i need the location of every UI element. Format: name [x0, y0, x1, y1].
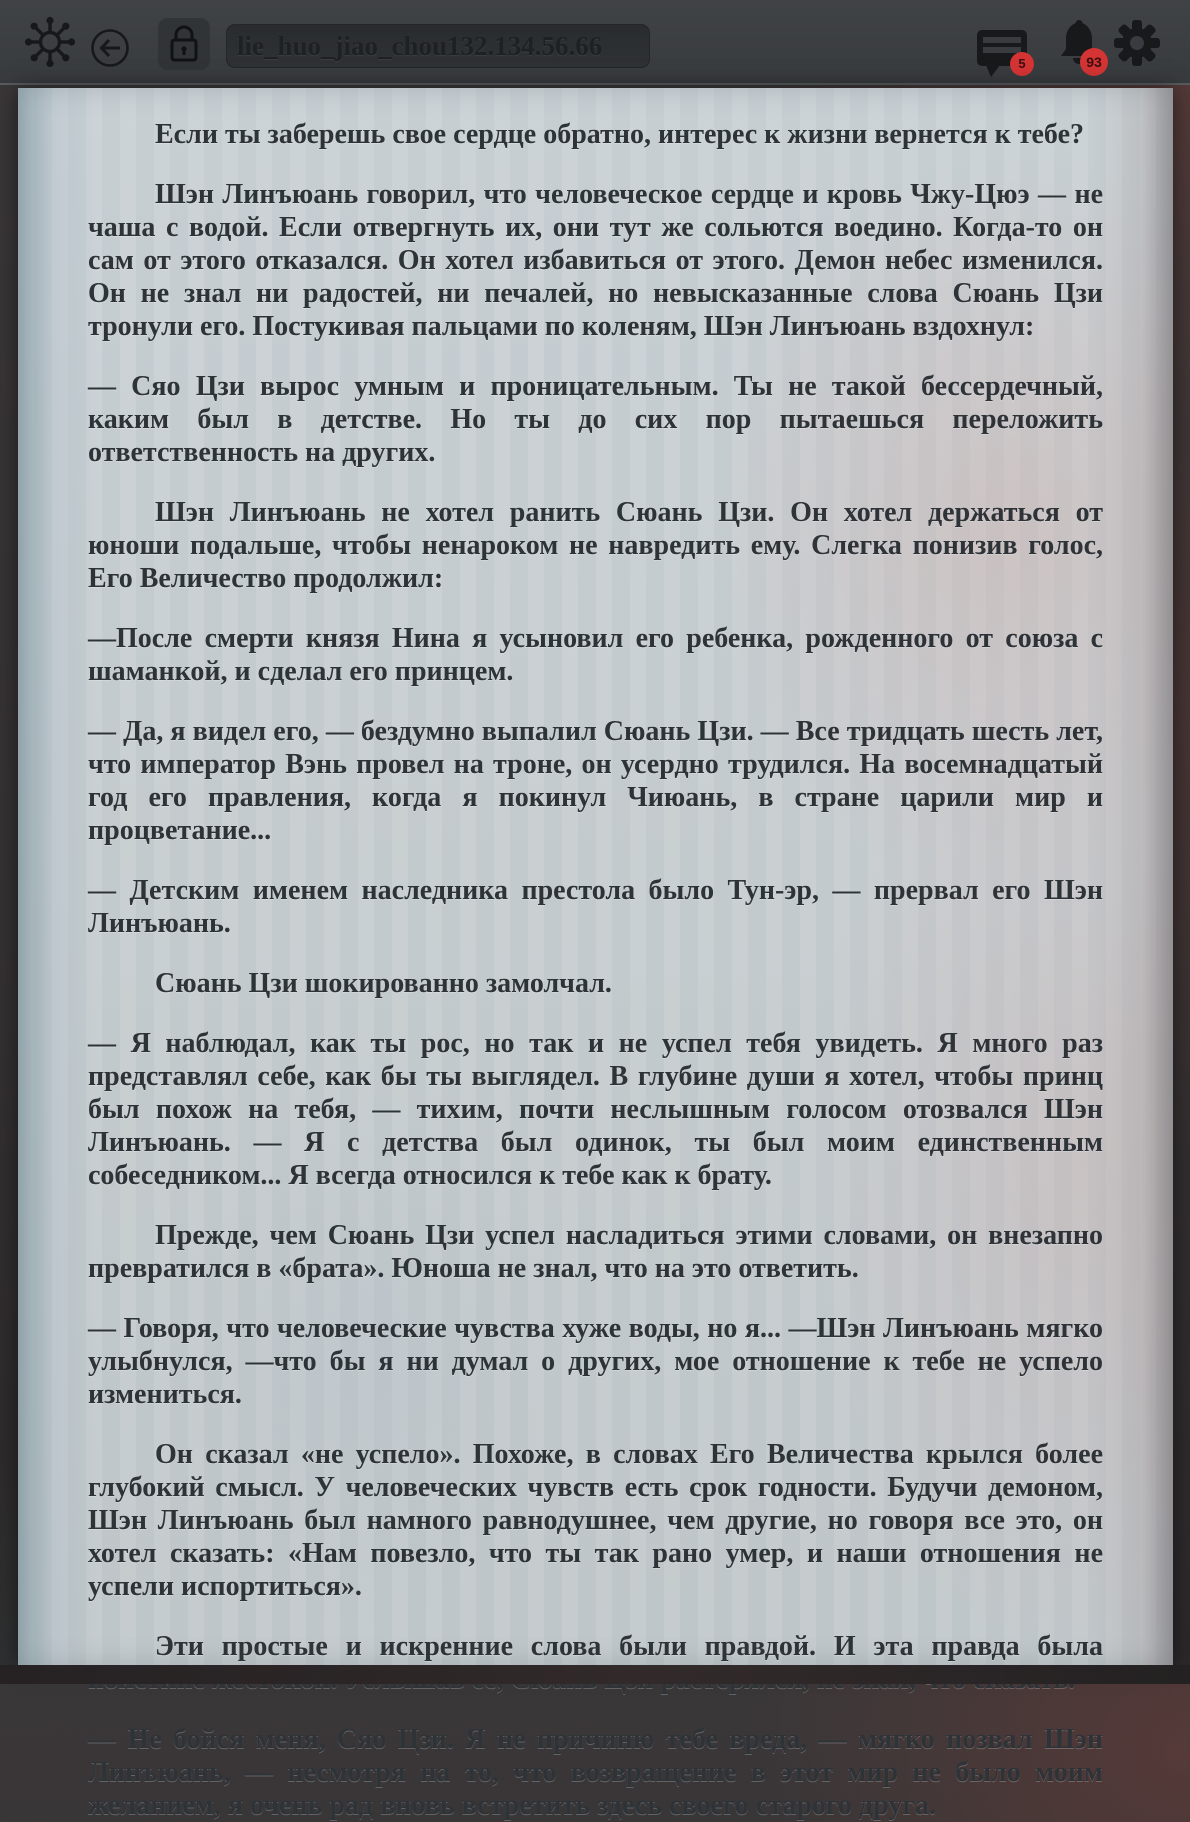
top-toolbar — [0, 0, 1190, 85]
hub-icon — [22, 14, 78, 70]
paragraph: — Я наблюдал, как ты рос, но так и не успел тебя увидеть. Я много раз представлял себе, как бы ты выглядел. В глубине души я хотел, чтобы принц был похож на тебя, — тихим, почти неслышным голосом отозвался Шэн Линъюань. — Я с детства был одинок, ты был моим единственным собеседником... Я всегда относился к тебе как к брату. — [88, 1028, 1103, 1191]
paragraph: Если ты заберешь свое сердце обратно, интерес к жизни вернется к тебе? — [155, 119, 1084, 150]
comments-button[interactable] — [976, 24, 1030, 78]
paragraph: Прежде, чем Сюань Цзи успел насладиться этими словами, он внезапно превратился в «брата». Юноша не знал, что на это ответить. — [88, 1220, 1103, 1284]
text-container — [18, 88, 1173, 1822]
paragraph: Эти простые и искренние слова были правдой. И эта правда была — [155, 1631, 1103, 1662]
bottom-edge — [0, 1665, 1190, 1684]
paragraph: Он сказал «не успело». Похоже, в словах Его Величества крылся более глубокий смысл. У человеческих чувств есть срок годности. Будучи демоном, Шэн Линъюань был намного равнодушнее, чем другие, но говоря все это, он хотел сказать: «Нам повезло, что ты так рано умер, и наши отношения не успели испортиться». — [88, 1439, 1103, 1602]
reader-page — [18, 88, 1173, 1821]
back-button[interactable] — [90, 28, 130, 68]
lock-icon — [167, 25, 201, 63]
paragraph: Сюань Цзи шокированно замолчал. — [155, 968, 612, 999]
paragraph: Шэн Линъюань не хотел ранить Сюань Цзи. Он хотел держаться от юноши подальше, чтобы ненароком не навредить ему. Слегка понизив голос, Его Величество продолжил: — [88, 497, 1103, 594]
paragraph: — Не бойся меня, Сяо Цзи. Я не причиню тебе вреда, — мягко позвал Шэн Линъюань, — несмотря на то, что возвращение в этот мир не было моим желанием, я очень рад вновь встретить здесь своего старого друга. — [88, 1724, 1103, 1821]
hub-menu-button[interactable] — [22, 14, 78, 70]
paragraph: —После смерти князя Нина я усыновил его ребенка, рожденного от союза с шаманкой, и сделал его принцем. — [88, 623, 1103, 687]
lock-button[interactable] — [158, 18, 210, 70]
gear-icon — [1112, 18, 1162, 68]
back-arrow-icon — [90, 28, 130, 68]
notifications-button[interactable] — [1056, 18, 1102, 72]
paragraph: — Да, я видел его, — бездумно выпалил Сюань Цзи. — Все тридцать шесть лет, что император Вэнь провел на троне, он усердно трудился. На восемнадцатый год его правления, когда я покинул Чиюань, в стране царили мир и процветание... — [88, 716, 1103, 846]
settings-button[interactable] — [1112, 18, 1162, 68]
paragraph: — Сяо Цзи вырос умным и проницательным. Ты не такой бессердечный, каким был в детстве. Но ты до сих пор пытаешься переложить ответственность на других. — [88, 371, 1103, 468]
paragraph: — Говоря, что человеческие чувства хуже воды, но я... —Шэн Линъюань мягко улыбнулся, —что бы я ни думал о других, мое отношение к тебе не успело измениться. — [88, 1313, 1103, 1410]
address-bar[interactable]: lie_huo_jiao_chou132.134.56.66 — [226, 24, 650, 68]
paragraph: Шэн Линъюань говорил, что человеческое сердце и кровь Чжу-Цюэ — не чаша с водой. Если отвергнуть их, они тут же сольются воедино. Когда-то он сам от этого отказался. Он хотел избавиться от этого. Демон небес изменился. Он не знал ни радостей, ни печалей, но невысказанные слова Сюань Цзи тронули его. Постукивая пальцами по коленям, Шэн Линъюань вздохнул: — [88, 179, 1103, 342]
paragraph: — Детским именем наследника престола было Тун-эр, — прервал его Шэн Линъюань. — [88, 875, 1103, 939]
comments-badge: 5 — [1010, 52, 1034, 76]
notifications-badge: 93 — [1080, 48, 1108, 76]
